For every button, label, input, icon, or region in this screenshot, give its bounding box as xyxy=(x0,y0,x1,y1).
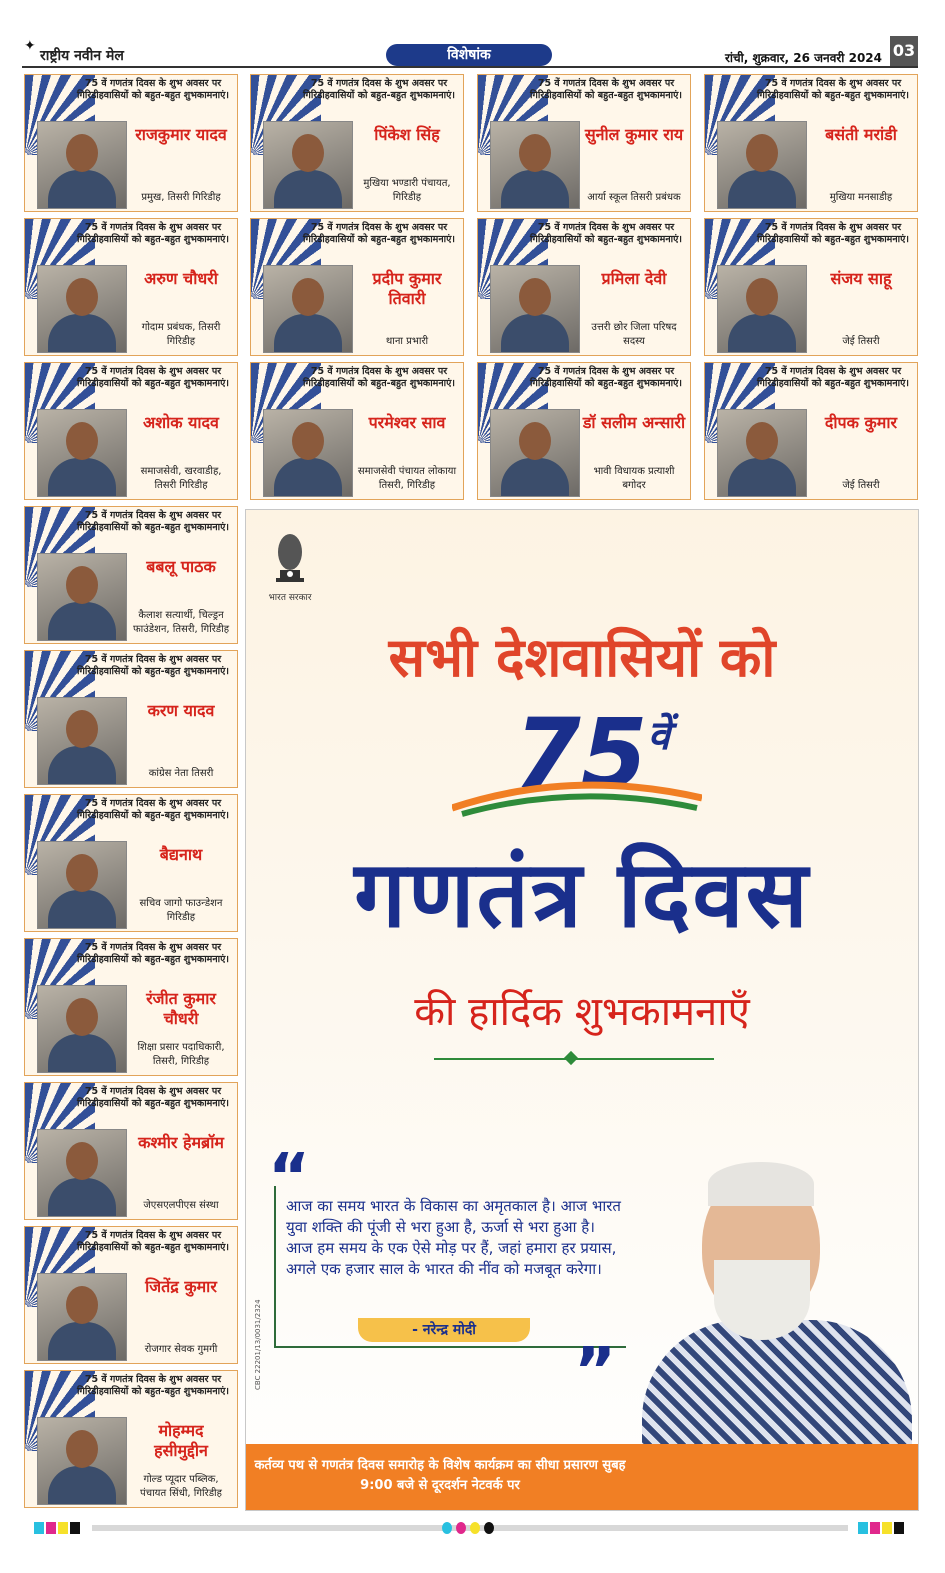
bird-logo-icon: ✦ xyxy=(24,38,36,54)
greeting-card xyxy=(704,74,918,212)
card-greeting: 75 वें गणतंत्र दिवस के शुभ अवसर पर गिरिडीहवासियों को बहुत-बहुत शुभकामनाएं। xyxy=(757,222,909,245)
person-name: बबलू पाठक xyxy=(146,557,216,576)
swatch-right-magenta xyxy=(870,1522,880,1534)
person-photo xyxy=(490,265,580,353)
card-greeting: 75 वें गणतंत्र दिवस के शुभ अवसर पर गिरिडीहवासियों को बहुत-बहुत शुभकामनाएं। xyxy=(303,366,455,389)
person-name: प्रदीप कुमार तिवारी xyxy=(372,269,442,308)
person-name: अरुण चौधरी xyxy=(144,269,218,288)
person-name: पिंकेश सिंह xyxy=(374,125,440,144)
person-photo xyxy=(263,409,353,497)
person-role: कैलाश सत्यार्थी, चिल्ड्रन फाउंडेशन, तिसरी, गिरिडीह xyxy=(132,610,230,635)
greeting-card xyxy=(24,1370,238,1508)
person-photo xyxy=(37,1273,127,1361)
newspaper-name: राष्ट्रीय नवीन मेल xyxy=(40,48,124,64)
headline-wishes: की हार्दिक शुभकामनाएँ xyxy=(414,989,750,1035)
page-number: 03 xyxy=(890,36,918,66)
person-role: समाजसेवी, खरवाडीह, तिसरी गिरिडीह xyxy=(140,466,222,491)
person-role: समाजसेवी पंचायत लोकाया तिसरी, गिरिडीह xyxy=(357,466,457,491)
greeting-card xyxy=(24,938,238,1076)
person-photo xyxy=(717,409,807,497)
number-suffix: वें xyxy=(647,713,670,759)
person-photo xyxy=(37,553,127,641)
swatch-right-black xyxy=(894,1522,904,1534)
person-role: उत्तरी छोर जिला परिषद सदस्य xyxy=(591,322,677,347)
person-photo xyxy=(37,409,127,497)
greeting-card xyxy=(477,218,691,356)
card-greeting: 75 वें गणतंत्र दिवस के शुभ अवसर पर गिरिडीहवासियों को बहुत-बहुत शुभकामनाएं। xyxy=(757,78,909,101)
person-name: बैद्यनाथ xyxy=(159,845,203,864)
person-name: अशोक यादव xyxy=(143,413,219,432)
broadcast-banner xyxy=(246,1444,918,1510)
swatch-center-cyan xyxy=(442,1522,452,1534)
greeting-card xyxy=(250,362,464,500)
person-role: गोल्ड प्यूदार पब्लिक, पंचायत सिंधी, गिरिडीह xyxy=(140,1474,222,1499)
card-greeting: 75 वें गणतंत्र दिवस के शुभ अवसर पर गिरिडीहवासियों को बहुत-बहुत शुभकामनाएं। xyxy=(77,1230,229,1253)
card-greeting: 75 वें गणतंत्र दिवस के शुभ अवसर पर गिरिडीहवासियों को बहुत-बहुत शुभकामनाएं। xyxy=(303,78,455,101)
person-name: डॉ सलीम अन्सारी xyxy=(582,413,686,432)
person-role: शिक्षा प्रसार पदाधिकारी, तिसरी, गिरिडीह xyxy=(137,1042,225,1067)
greeting-card xyxy=(250,218,464,356)
person-photo xyxy=(490,121,580,209)
person-name: रंजीत कुमार चौधरी xyxy=(146,989,216,1028)
tricolor-swoosh xyxy=(452,778,702,818)
quote-open-icon: “ xyxy=(268,1141,311,1215)
card-greeting: 75 वें गणतंत्र दिवस के शुभ अवसर पर गिरिडीहवासियों को बहुत-बहुत शुभकामनाएं। xyxy=(530,78,682,101)
card-greeting: 75 वें गणतंत्र दिवस के शुभ अवसर पर गिरिडीहवासियों को बहुत-बहुत शुभकामनाएं। xyxy=(77,798,229,821)
person-role: जेई तिसरी xyxy=(842,336,880,347)
divider-ornament xyxy=(564,1051,578,1065)
swatch-right-yellow xyxy=(882,1522,892,1534)
section-tab: विशेषांक xyxy=(386,44,552,66)
greeting-card xyxy=(704,362,918,500)
greeting-card xyxy=(24,506,238,644)
person-name: संजय साहू xyxy=(830,269,892,288)
greeting-card xyxy=(24,1082,238,1220)
quote-text: आज का समय भारत के विकास का अमृतकाल है। आज भारत युवा शक्ति की पूंजी से भरा हुआ है, ऊर्जा से भरा हुआ है। आज हम समय के एक ऐसे मोड़ पर हैं, जहां हमारा हर प्रयास, अगले एक हजार साल के भारत की नींव को मजबूत करेगा। xyxy=(286,1197,621,1278)
person-role: कांग्रेस नेता तिसरी xyxy=(148,768,214,779)
person-role: गोदाम प्रबंधक, तिसरी गिरिडीह xyxy=(141,322,221,347)
card-greeting: 75 वें गणतंत्र दिवस के शुभ अवसर पर गिरिडीहवासियों को बहुत-बहुत शुभकामनाएं। xyxy=(303,222,455,245)
card-greeting: 75 वें गणतंत्र दिवस के शुभ अवसर पर गिरिडीहवासियों को बहुत-बहुत शुभकामनाएं। xyxy=(77,366,229,389)
person-name: जितेंद्र कुमार xyxy=(145,1277,217,1296)
card-greeting: 75 वें गणतंत्र दिवस के शुभ अवसर पर गिरिडीहवासियों को बहुत-बहुत शुभकामनाएं। xyxy=(530,222,682,245)
person-role: प्रमुख, तिसरी गिरिडीह xyxy=(141,192,221,203)
quote-close-icon: ” xyxy=(574,1335,617,1409)
card-greeting: 75 वें गणतंत्र दिवस के शुभ अवसर पर गिरिडीहवासियों को बहुत-बहुत शुभकामनाएं। xyxy=(757,366,909,389)
card-greeting: 75 वें गणतंत्र दिवस के शुभ अवसर पर गिरिडीहवासियों को बहुत-बहुत शुभकामनाएं। xyxy=(530,366,682,389)
card-greeting: 75 वें गणतंत्र दिवस के शुभ अवसर पर गिरिडीहवासियों को बहुत-बहुत शुभकामनाएं। xyxy=(77,654,229,677)
swatch-center-black xyxy=(484,1522,494,1534)
header-rule xyxy=(22,66,918,68)
person-name: करण यादव xyxy=(147,701,215,720)
person-photo xyxy=(37,121,127,209)
color-registration-bar xyxy=(22,1522,918,1534)
greeting-card xyxy=(24,362,238,500)
advertisement-code: CBC 22201/13/0031/2324 xyxy=(254,1299,262,1390)
greeting-card xyxy=(477,74,691,212)
card-greeting: 75 वें गणतंत्र दिवस के शुभ अवसर पर गिरिडीहवासियों को बहुत-बहुत शुभकामनाएं। xyxy=(77,942,229,965)
person-photo xyxy=(263,265,353,353)
person-photo xyxy=(37,841,127,929)
page-header xyxy=(22,38,918,70)
broadcast-text: कर्तव्य पथ से गणतंत्र दिवस समारोह के विशेष कार्यक्रम का सीधा प्रसारण सुबह 9:00 बजे से दूरदर्शन नेटवर्क पर xyxy=(254,1458,626,1493)
person-role: जेई तिसरी xyxy=(842,480,880,491)
person-name: परमेश्वर साव xyxy=(368,413,446,432)
person-role: भावी विधायक प्रत्याशी बगोदर xyxy=(593,466,675,491)
greeting-card xyxy=(24,74,238,212)
greeting-card xyxy=(24,794,238,932)
headline-countrymen: सभी देशवासियों को xyxy=(388,626,776,689)
greeting-card xyxy=(24,650,238,788)
person-photo xyxy=(717,265,807,353)
card-greeting: 75 वें गणतंत्र दिवस के शुभ अवसर पर गिरिडीहवासियों को बहुत-बहुत शुभकामनाएं। xyxy=(77,510,229,533)
headline-republic-day: गणतंत्र दिवस xyxy=(354,841,810,948)
person-role: जेएसएलपीएस संस्था xyxy=(143,1200,219,1211)
greeting-card xyxy=(250,74,464,212)
swatch-black xyxy=(70,1522,80,1534)
person-photo xyxy=(717,121,807,209)
emblem-caption: भारत सरकार xyxy=(268,593,312,603)
person-photo xyxy=(37,985,127,1073)
person-name: बसंती मरांडी xyxy=(825,125,897,144)
card-greeting: 75 वें गणतंत्र दिवस के शुभ अवसर पर गिरिडीहवासियों को बहुत-बहुत शुभकामनाएं। xyxy=(77,1086,229,1109)
person-role: सचिव जागो फाउन्डेशन गिरिडीह xyxy=(139,898,223,923)
person-photo xyxy=(37,697,127,785)
card-greeting: 75 वें गणतंत्र दिवस के शुभ अवसर पर गिरिडीहवासियों को बहुत-बहुत शुभकामनाएं। xyxy=(77,78,229,101)
person-name: दीपक कुमार xyxy=(824,413,898,432)
issue-date: रांची, शुक्रवार, 26 जनवरी 2024 xyxy=(725,51,882,65)
person-name: सुनील कुमार राय xyxy=(584,125,684,144)
swatch-magenta xyxy=(46,1522,56,1534)
person-photo xyxy=(37,265,127,353)
person-photo xyxy=(263,121,353,209)
swatch-yellow xyxy=(58,1522,68,1534)
greeting-card xyxy=(24,218,238,356)
person-role: थाना प्रभारी xyxy=(385,336,429,347)
card-greeting: 75 वें गणतंत्र दिवस के शुभ अवसर पर गिरिडीहवासियों को बहुत-बहुत शुभकामनाएं। xyxy=(77,1374,229,1397)
person-photo xyxy=(37,1129,127,1217)
card-greeting: 75 वें गणतंत्र दिवस के शुभ अवसर पर गिरिडीहवासियों को बहुत-बहुत शुभकामनाएं। xyxy=(77,222,229,245)
person-role: मुखिया मनसाडीह xyxy=(829,192,893,203)
number-value: 75 xyxy=(514,698,648,810)
swatch-center-magenta xyxy=(456,1522,466,1534)
person-photo xyxy=(37,1417,127,1505)
swatch-right-cyan xyxy=(858,1522,868,1534)
republic-day-advertisement xyxy=(245,509,919,1511)
person-role: मुखिया भण्डारी पंचायत, गिरिडीह xyxy=(363,178,451,203)
person-photo xyxy=(490,409,580,497)
person-name: मोहम्मद हसीमुद्दीन xyxy=(154,1421,208,1460)
greeting-card xyxy=(477,362,691,500)
person-name: राजकुमार यादव xyxy=(135,125,227,144)
greeting-card xyxy=(24,1226,238,1364)
person-role: आर्या स्कूल तिसरी प्रबंधक xyxy=(587,192,681,203)
swatch-center-yellow xyxy=(470,1522,480,1534)
quote-author: - नरेन्द्र मोदी xyxy=(358,1318,530,1342)
person-name: कश्मीर हेमब्रॉम xyxy=(138,1133,224,1152)
person-name: प्रमिला देवी xyxy=(601,269,667,288)
swatch-cyan xyxy=(34,1522,44,1534)
greeting-card xyxy=(704,218,918,356)
person-role: रोजगार सेवक गुमगी xyxy=(144,1344,218,1355)
national-emblem-icon xyxy=(268,530,312,586)
